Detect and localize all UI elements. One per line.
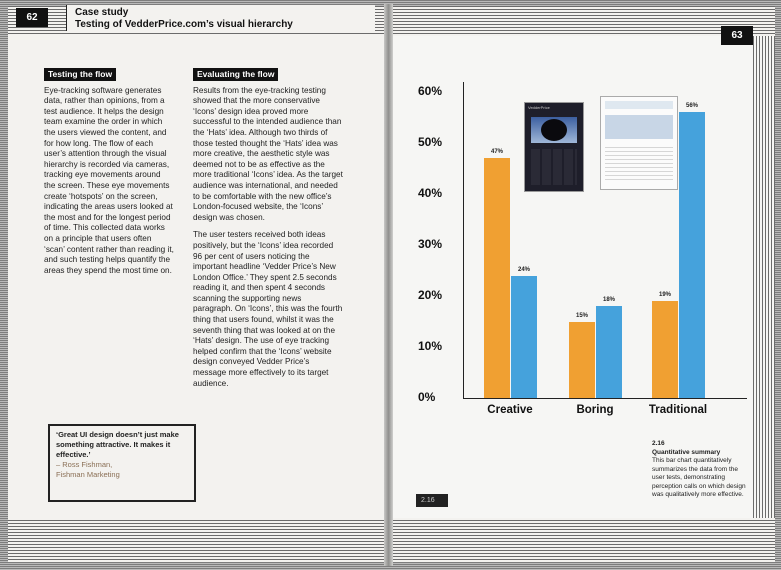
x-category-label: Traditional	[648, 404, 708, 416]
bar-value-label: 18%	[602, 297, 615, 304]
bar	[679, 112, 705, 398]
testing-flow-heading: Testing the flow	[44, 68, 116, 81]
thumbnail-head-silhouette	[541, 119, 567, 141]
testing-flow-paragraph: Eye-tracking software generates data, rather than opinions, from a test audience. It helps the design team examine the order in which the users viewed the content, and for how long. The flow of each user’s attention through the visual hierarchy is recorded via cameras, tracking eye movements around the screen. These eye movements create ‘hotspots’ on the screen, indicating the areas users looked at the most and for the longest period of time. This collected data works on a principle that users often ‘scan’ content rather than reading it, and such testing helps quantify the areas they spend the most time on.	[44, 85, 174, 275]
header-title: Testing of VedderPrice.com’s visual hierarchy	[75, 19, 293, 30]
figure-tag: 2.16	[416, 494, 448, 507]
y-tick-label: 0%	[418, 390, 436, 404]
y-tick-label: 10%	[418, 339, 443, 353]
y-tick-label: 30%	[418, 237, 443, 251]
thumbnail-text-lines	[605, 145, 673, 183]
x-category-label: Creative	[487, 404, 533, 416]
evaluating-flow-column	[193, 68, 343, 396]
quote-org: Fishman Marketing	[56, 470, 120, 479]
caption-title: Quantitative summary	[652, 448, 721, 456]
bar-value-label: 24%	[517, 266, 530, 273]
page-number-right: 63	[721, 26, 753, 45]
bar	[596, 306, 622, 398]
bar	[511, 276, 537, 398]
y-tick-label: 60%	[418, 84, 443, 98]
bar-value-label: 47%	[490, 149, 503, 156]
decorative-stripes-bottom	[8, 518, 386, 562]
caption-number: 2.16	[652, 440, 665, 447]
y-tick-label: 50%	[418, 135, 443, 149]
y-tick-label: 20%	[418, 288, 443, 302]
caption-text: This bar chart quantitatively summarizes the data from the user tests, demonstrating perception calls on which design was qualitatively more effective.	[652, 457, 746, 498]
bar	[484, 158, 510, 398]
y-tick-label: 40%	[418, 186, 443, 200]
figure-caption	[652, 440, 752, 500]
testing-flow-column	[44, 68, 174, 283]
thumbnail-title: VedderPrice	[528, 105, 550, 110]
x-category-label: Boring	[576, 404, 614, 416]
evaluating-flow-paragraph-1: Results from the eye-tracking testing showed that the more conservative ‘Icons’ design idea proved more successful to the intended audience than the ‘Hats’ idea. Although two thirds of those tested thought the ‘Hats’ idea was more creative, the aesthetic style was deemed not to be as effective as the more traditional ‘Icons’ idea. As the target audience was international, and needed to be comfortable with the new office’s London-focused website, the ‘Icons’ design was chosen.	[193, 85, 343, 222]
bar	[652, 301, 678, 398]
decorative-stripes-right	[751, 36, 775, 536]
decorative-stripes-top-right	[391, 6, 775, 36]
bar-value-label: 19%	[658, 292, 671, 299]
thumbnail-grid	[531, 149, 577, 185]
hats-design-thumbnail	[600, 96, 678, 190]
evaluating-flow-heading: Evaluating the flow	[193, 68, 278, 81]
thumbnail-hero	[605, 115, 673, 139]
header-section: Case study	[75, 7, 129, 18]
icons-design-thumbnail	[524, 102, 584, 192]
page-number-left: 62	[16, 8, 48, 27]
quote-author: – Ross Fishman,	[56, 460, 113, 469]
thumbnail-header	[605, 101, 673, 109]
bar	[569, 322, 595, 399]
chart-x-axis	[463, 398, 747, 399]
evaluating-flow-paragraph-2: The user testers received both ideas positively, but the ‘Icons’ idea recorded 96 per cent of users noticing the important headline ‘Vedder Price’s New London Office.’ They spent 2.5 seconds reading it, and then spent 4 seconds scanning the supporting news paragraph. On ‘Icons’, this was the fourth thing that users found, whilst it was the seventh thing that was looked at on the ‘Hats’ design. The use of eye tracking helped confirm that the ‘Icons’ website design conveyed Vedder Price’s message more effectively to its target audience.	[193, 230, 343, 388]
decorative-stripes-bottom-right	[391, 518, 775, 562]
pull-quote	[48, 424, 196, 502]
quote-text: ‘Great UI design doesn’t just make something attractive. It makes it effective.’	[56, 430, 179, 459]
bar-value-label: 15%	[575, 312, 588, 319]
bar-value-label: 56%	[685, 103, 698, 110]
book-gutter	[384, 4, 393, 566]
page-header	[66, 5, 375, 31]
